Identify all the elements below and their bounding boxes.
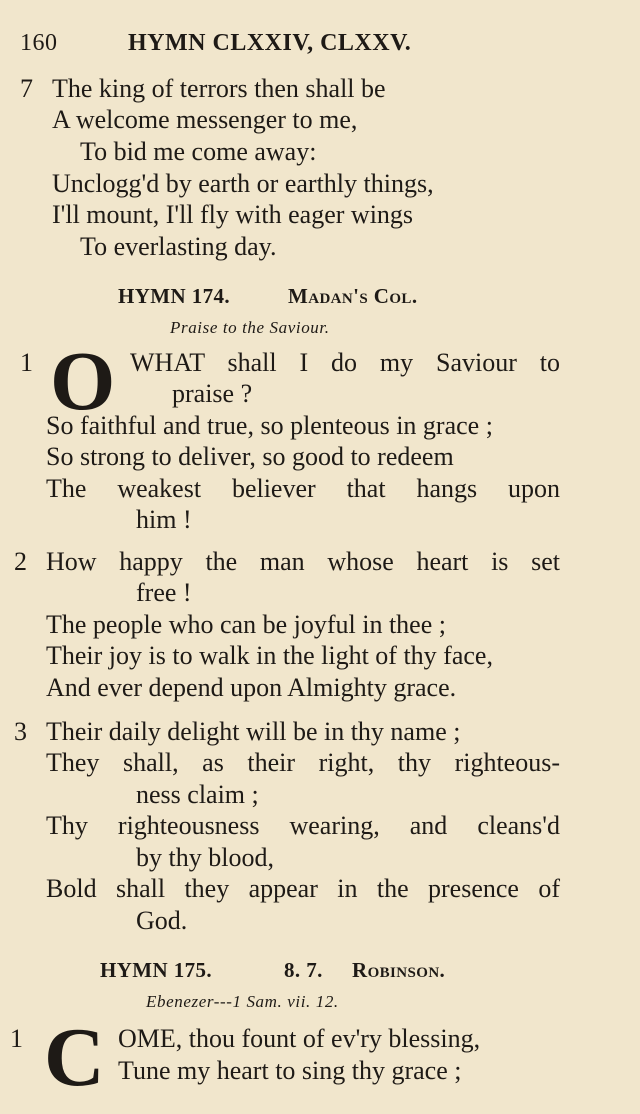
verse-line: him ! — [136, 505, 192, 534]
verse-line: A welcome messenger to me, — [52, 105, 358, 134]
verse-line: free ! — [136, 578, 192, 607]
verse-line: They shall, as their right, thy righteous- — [46, 748, 560, 777]
verse-line: God. — [136, 906, 188, 935]
drop-cap: C — [44, 1011, 105, 1104]
verse-line: praise ? — [172, 379, 253, 408]
verse-line: And ever depend upon Almighty grace. — [46, 673, 457, 702]
verse-number: 1 — [20, 348, 33, 377]
verse-line: Thy righteousness wearing, and cleans'd — [46, 811, 560, 840]
hymn-174-title: HYMN 174. — [118, 284, 231, 308]
verse-line: Tune my heart to sing thy grace ; — [118, 1056, 462, 1085]
verse-line: So strong to deliver, so good to redeem — [46, 442, 454, 471]
verse-line: To bid me come away: — [80, 137, 317, 166]
verse-line: WHAT shall I do my Saviour to — [130, 348, 560, 377]
verse-line: Unclogg'd by earth or earthly things, — [52, 169, 434, 198]
hymn-174-subtitle: Praise to the Saviour. — [170, 318, 330, 337]
verse-line: I'll mount, I'll fly with eager wings — [52, 200, 414, 229]
verse-line: by thy blood, — [136, 843, 274, 872]
verse-line: Their joy is to walk in the light of thy face, — [46, 641, 493, 670]
verse-line: ness claim ; — [136, 780, 259, 809]
verse-line: Bold shall they appear in the presence of — [46, 874, 560, 903]
verse-number: 2 — [14, 547, 27, 576]
verse-line: How happy the man whose heart is set — [46, 547, 560, 576]
page-number: 160 — [20, 30, 58, 56]
hymn-175-title: HYMN 175. — [100, 958, 213, 982]
verse-number: 7 — [20, 74, 33, 103]
verse-line: So faithful and true, so plenteous in grace ; — [46, 411, 493, 440]
verse-line: The weakest believer that hangs upon — [46, 474, 560, 503]
hymn-174-source: Madan's Col. — [288, 284, 418, 308]
hymn-175-meter: 8. 7. — [284, 958, 323, 982]
hymn-175-source: Robinson. — [352, 958, 446, 982]
verse-line: OME, thou fount of ev'ry blessing, — [118, 1024, 481, 1053]
verse-line: To everlasting day. — [80, 232, 277, 261]
verse-number: 1 — [10, 1024, 23, 1053]
hymn-175-subtitle: Ebenezer---1 Sam. vii. 12. — [146, 992, 339, 1011]
running-title: HYMN CLXXIV, CLXXV. — [128, 30, 412, 56]
drop-cap: O — [50, 335, 116, 428]
verse-line: The people who can be joyful in thee ; — [46, 610, 446, 639]
verse-line: The king of terrors then shall be — [52, 74, 386, 103]
verse-line: Their daily delight will be in thy name ; — [46, 717, 461, 746]
verse-number: 3 — [14, 717, 27, 746]
